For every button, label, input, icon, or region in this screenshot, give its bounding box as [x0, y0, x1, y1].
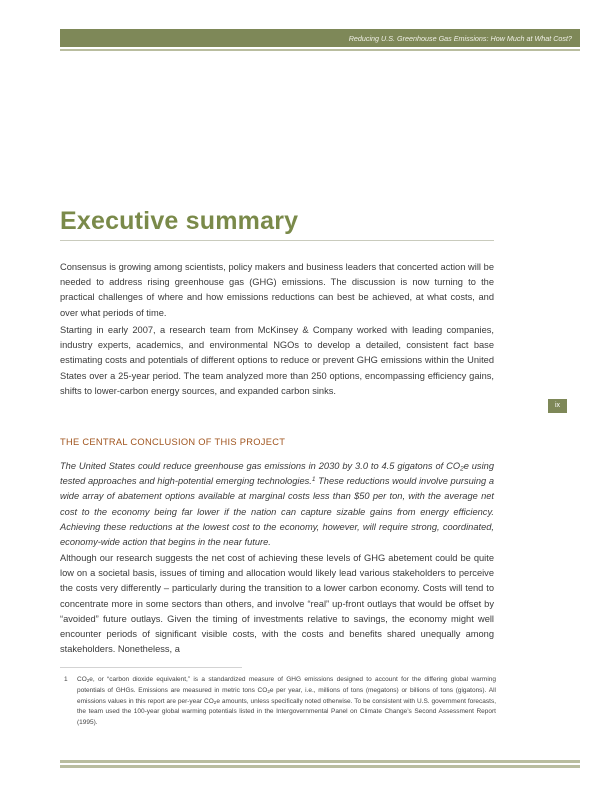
footnote-text-4: e amounts, unless specifically noted otherwise. To be consistent with U.S. government forecasts, the team used the 100-year global warming potentials listed in the Intergovernmental Panel on Climate Change’s Second Assessment Report (1995). [77, 697, 496, 727]
paragraph-costs: Although our research suggests the net cost of achieving these levels of GHG abetement could be quite low on a societal basis, issues of timing and allocation would likely lead various stakeholders to perceive the costs very differently – particularly during the transition to a lower carbon economy. Costs will tend to concentrate more in some sectors than others, and involve “real” up-front outlays that would be offset by “avoided” future outlays. Given the timing of investments relative to savings, the economy might well encounter periods of significant visible costs, with the costs and benefits shared unequally among stakeholders. Nonetheless, a [60, 553, 494, 655]
title-rule [60, 240, 494, 241]
footnote-subscript-2: 2 [267, 688, 270, 694]
footnote-reference[interactable]: 1 [311, 476, 316, 484]
conclusion-text-2: e using tested approaches and high-potential emerging technologies. [60, 461, 494, 487]
footer-rule-top [60, 760, 580, 763]
paragraph-intro: Consensus is growing among scientists, policy makers and business leaders that concerted action will be needed to address rising greenhouse gas (GHG) emissions. The discussion is now turning to the practical challenges of where and how emissions reductions can best be achieved, at what costs, and over what periods of time. [60, 262, 494, 318]
page-title: Executive summary [60, 207, 299, 235]
paragraph-research: Starting in early 2007, a research team from McKinsey & Company worked with leading companies, industry experts, academics, and environmental NGOs to develop a detailed, consistent fact base estimating costs and potentials of different options to reduce or prevent GHG emissions within the United States over a 25-year period. The team analyzed more than 250 options, encompassing efficiency gains, shifts to lower-carbon energy sources, and expanded carbon sinks. [60, 325, 494, 396]
footnote-text-3: e per year, i.e., millions of tons (megatons) or billions of tons (gigatons). All emissions values in this report are per-year CO [77, 686, 496, 705]
footer-rule-bottom [60, 765, 580, 768]
conclusion-text-1: The United States could reduce greenhouse gas emissions in 2030 by 3.0 to 4.5 gigatons of CO [60, 461, 461, 471]
footnote-number: 1 [64, 676, 68, 683]
footnote-text [77, 675, 496, 729]
footnote-subscript-1: 2 [86, 678, 90, 684]
section-heading: THE CENTRAL CONCLUSION OF THIS PROJECT [60, 437, 286, 447]
footnote-subscript-3: 2 [213, 699, 217, 705]
header-bar [60, 29, 580, 47]
paragraph-central-conclusion [60, 459, 494, 550]
conclusion-subscript: 2 [460, 465, 464, 473]
header-rule [60, 49, 580, 51]
footnote [64, 675, 496, 729]
footnote-rule [60, 667, 242, 668]
footnote-text-2: e, or “carbon dioxide equivalent,” is a standardized measure of GHG emissions designed to account for the differing global warming potentials of GHGs. Emissions are measured in metric tons CO [77, 676, 496, 694]
conclusion-text-3: These reductions would involve pursuing a wide array of abatement options available at marginal costs less than $50 per ton, with the average net cost to the economy being far lower if the nation can capture sizable gains from energy efficiency. Achieving these reductions at the lowest cost to the economy, however, will require strong, coordinated, economy-wide action that begins in the near future. [60, 476, 494, 548]
page-number-tab: ix [548, 399, 567, 413]
running-title: Reducing U.S. Greenhouse Gas Emissions: How Much at What Cost? [348, 34, 572, 43]
footnote-text-1: CO [77, 676, 87, 683]
